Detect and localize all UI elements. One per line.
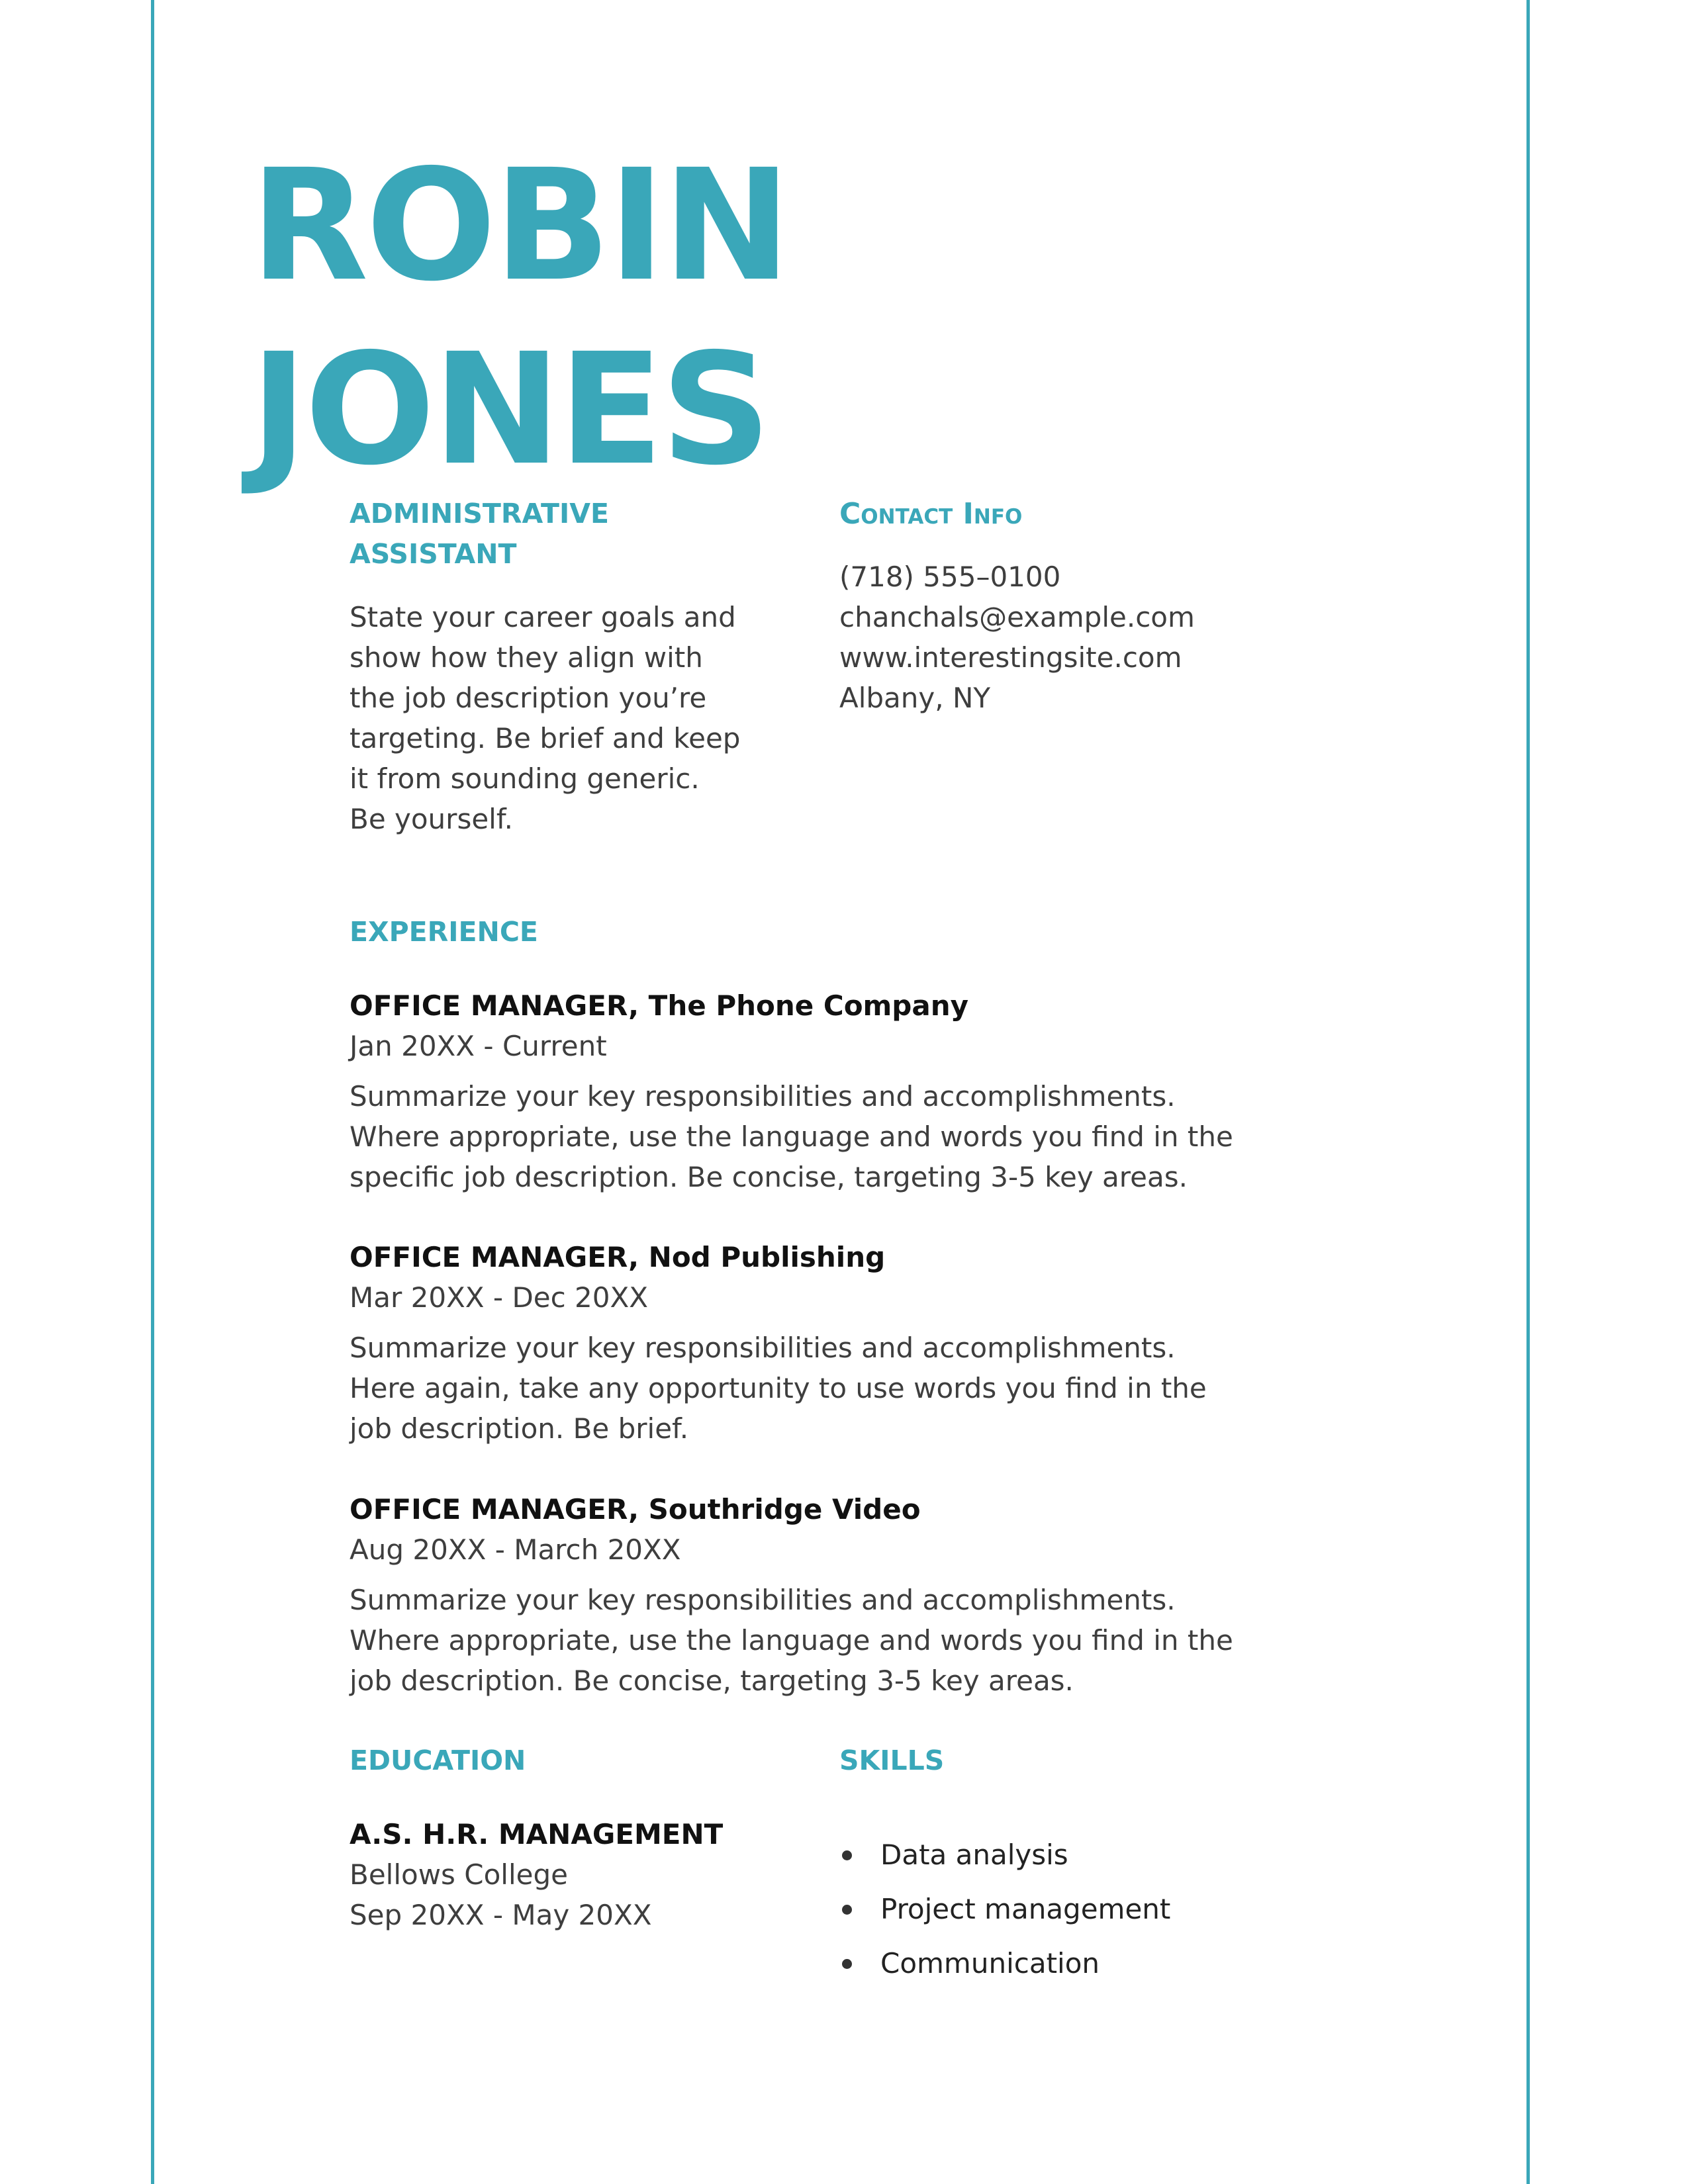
name-last: JONES	[250, 320, 769, 499]
job-description-line: job description. Be brief.	[350, 1412, 689, 1445]
job-description-line: job description. Be concise, targeting 3-5 key areas.	[350, 1664, 1074, 1697]
contact-info-heading: Contact Info	[839, 497, 1023, 531]
job-description-line: Where appropriate, use the language and words you find in the	[350, 1624, 1233, 1657]
summary-line: Be yourself.	[350, 803, 513, 835]
skill-item	[839, 1828, 1170, 1882]
job-description-line: Summarize your key responsibilities and accomplishments.	[350, 1332, 1176, 1364]
job-title-line-1: ADMINISTRATIVE	[350, 498, 609, 529]
skill-label: Communication	[880, 1947, 1100, 1979]
job-description-line: Summarize your key responsibilities and accomplishments.	[350, 1584, 1176, 1616]
job-1-dates: Jan 20XX - Current	[350, 1030, 607, 1062]
education-degree: A.S. H.R. MANAGEMENT	[350, 1818, 724, 1850]
summary-line: State your career goals and	[350, 601, 736, 633]
skills-list	[839, 1828, 1170, 1991]
job-title-line-2: ASSISTANT	[350, 538, 517, 570]
summary-line: targeting. Be brief and keep	[350, 722, 741, 754]
contact-website[interactable]: www.interestingsite.com	[839, 641, 1182, 674]
job-description-line: Summarize your key responsibilities and accomplishments.	[350, 1080, 1176, 1113]
job-1-description	[350, 1076, 1233, 1197]
bullet-icon	[842, 1959, 852, 1969]
contact-phone[interactable]: (718) 555–0100	[839, 561, 1061, 593]
skills-heading: SKILLS	[839, 1745, 945, 1776]
skill-item	[839, 1936, 1170, 1991]
experience-heading: EXPERIENCE	[350, 916, 538, 948]
job-2-description	[350, 1328, 1207, 1449]
job-description-line: specific job description. Be concise, targeting 3-5 key areas.	[350, 1161, 1188, 1193]
summary-line: show how they align with	[350, 641, 703, 674]
education-heading: EDUCATION	[350, 1745, 526, 1776]
summary-line: the job description you’re	[350, 682, 707, 714]
name-first: ROBIN	[250, 136, 789, 315]
job-3-description	[350, 1580, 1233, 1701]
job-2-title: OFFICE MANAGER, Nod Publishing	[350, 1241, 886, 1273]
right-border-rule	[1526, 0, 1530, 2184]
summary-line: it from sounding generic.	[350, 762, 700, 795]
bullet-icon	[842, 1850, 852, 1860]
job-1-title: OFFICE MANAGER, The Phone Company	[350, 989, 968, 1022]
skill-label: Data analysis	[880, 1839, 1068, 1871]
skill-label: Project management	[880, 1893, 1171, 1925]
education-details	[350, 1854, 652, 1935]
job-description-line: Where appropriate, use the language and words you find in the	[350, 1120, 1233, 1153]
left-border-rule	[151, 0, 154, 2184]
career-summary	[350, 597, 740, 839]
job-3-dates: Aug 20XX - March 20XX	[350, 1533, 681, 1566]
job-title-heading	[350, 494, 609, 574]
education-school: Bellows College	[350, 1858, 568, 1891]
bullet-icon	[842, 1905, 852, 1915]
job-description-line: Here again, take any opportunity to use words you find in the	[350, 1372, 1207, 1404]
job-3-title: OFFICE MANAGER, Southridge Video	[350, 1493, 921, 1525]
contact-location: Albany, NY	[839, 682, 991, 714]
job-2-dates: Mar 20XX - Dec 20XX	[350, 1281, 649, 1314]
contact-details	[839, 557, 1195, 718]
skill-item	[839, 1882, 1170, 1936]
education-dates: Sep 20XX - May 20XX	[350, 1899, 652, 1931]
contact-email[interactable]: chanchals@example.com	[839, 601, 1195, 633]
